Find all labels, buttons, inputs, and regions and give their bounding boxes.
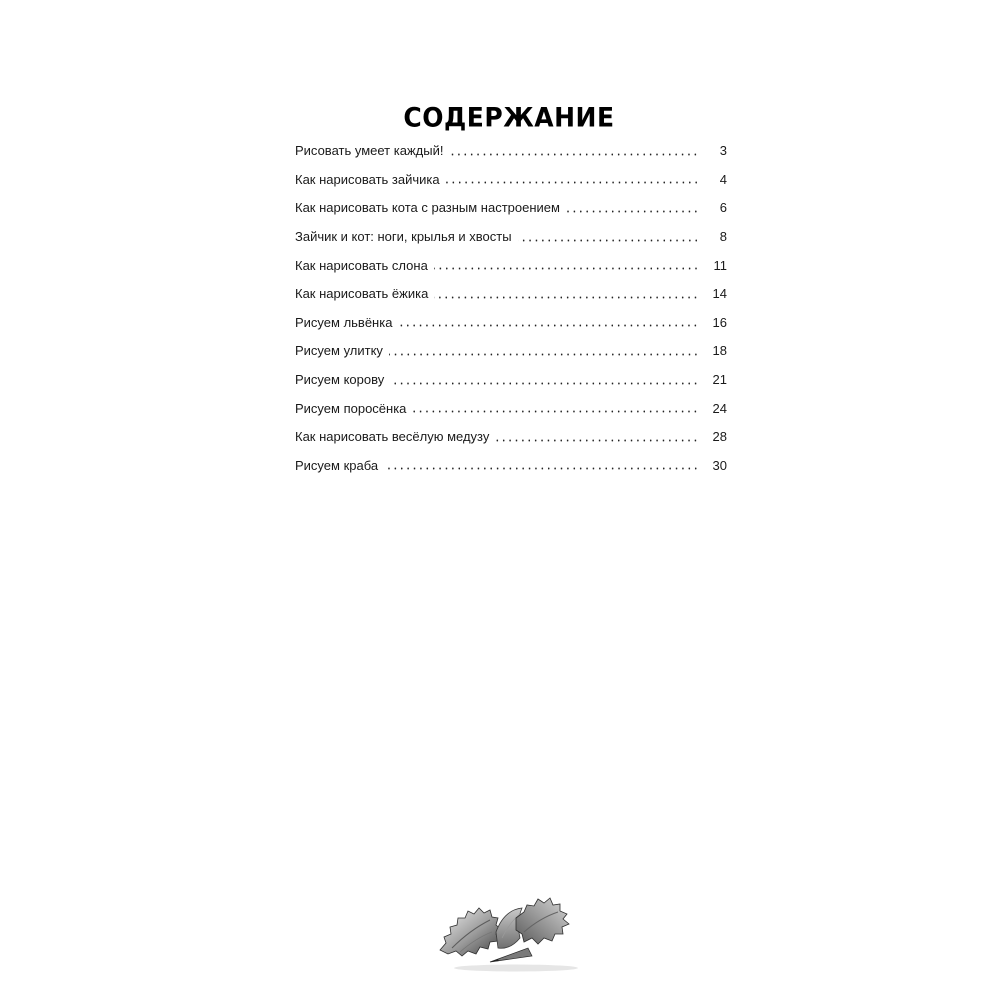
toc-entry-title: Рисуем львёнка — [295, 314, 393, 330]
page-title: СОДЕРЖАНИЕ — [403, 101, 615, 133]
toc-dot-leader — [446, 181, 699, 184]
toc-page-number: 30 — [712, 457, 727, 473]
toc-entry-title: Рисовать умеет каждый! — [295, 143, 444, 159]
toc-dot-leader — [412, 410, 699, 413]
toc-entry[interactable] — [295, 337, 727, 366]
toc-entry[interactable] — [295, 394, 727, 423]
toc-entry-title: Рисуем поросёнка — [295, 400, 407, 416]
toc-page-number: 18 — [712, 343, 727, 359]
toc-entry-title: Как нарисовать слона — [295, 257, 428, 273]
toc-dot-leader — [434, 267, 699, 270]
toc-page-number: 21 — [712, 372, 727, 388]
toc-entry[interactable] — [295, 423, 727, 452]
toc-page-number: 11 — [713, 257, 727, 273]
toc-entry[interactable] — [295, 137, 727, 166]
toc-entry[interactable] — [295, 309, 727, 338]
toc-entry-title: Как нарисовать весёлую медузу — [295, 429, 490, 445]
toc-entry[interactable] — [295, 452, 727, 481]
toc-entry[interactable] — [295, 366, 727, 395]
toc-entry-title: Рисуем улитку — [295, 343, 383, 359]
toc-entry-title: Рисуем корову — [295, 372, 385, 388]
toc-entry[interactable] — [295, 280, 727, 309]
toc-entry-title: Как нарисовать зайчика — [295, 171, 440, 187]
toc-entry-title: Зайчик и кот: ноги, крылья и хвосты — [295, 229, 512, 245]
toc-page-number: 8 — [719, 229, 727, 245]
toc-page-number: 6 — [719, 200, 727, 216]
pencil-shavings-icon — [432, 888, 598, 974]
toc-entry[interactable] — [295, 166, 727, 195]
toc-dot-leader — [495, 439, 699, 442]
toc-page-number: 14 — [712, 286, 727, 302]
toc-dot-leader — [389, 353, 699, 356]
toc-entry[interactable] — [295, 194, 727, 223]
toc-dot-leader — [390, 382, 699, 385]
toc-dot-leader — [518, 239, 699, 242]
toc-page-number: 28 — [712, 429, 727, 445]
toc-dot-leader — [449, 153, 699, 156]
toc-dot-leader — [566, 210, 699, 213]
toc-page-number: 16 — [712, 314, 727, 330]
toc-entry-title: Как нарисовать ёжика — [295, 286, 429, 302]
toc-page-number: 3 — [719, 143, 727, 159]
toc-entry-title: Рисуем краба — [295, 457, 379, 473]
toc-entry[interactable] — [295, 251, 727, 280]
toc-page-number: 24 — [712, 400, 727, 416]
table-of-contents — [295, 137, 727, 480]
toc-dot-leader — [434, 296, 699, 299]
toc-page-number: 4 — [719, 171, 727, 187]
toc-entry[interactable] — [295, 223, 727, 252]
toc-dot-leader — [384, 467, 699, 470]
toc-dot-leader — [398, 324, 699, 327]
toc-entry-title: Как нарисовать кота с разным настроением — [295, 200, 560, 216]
